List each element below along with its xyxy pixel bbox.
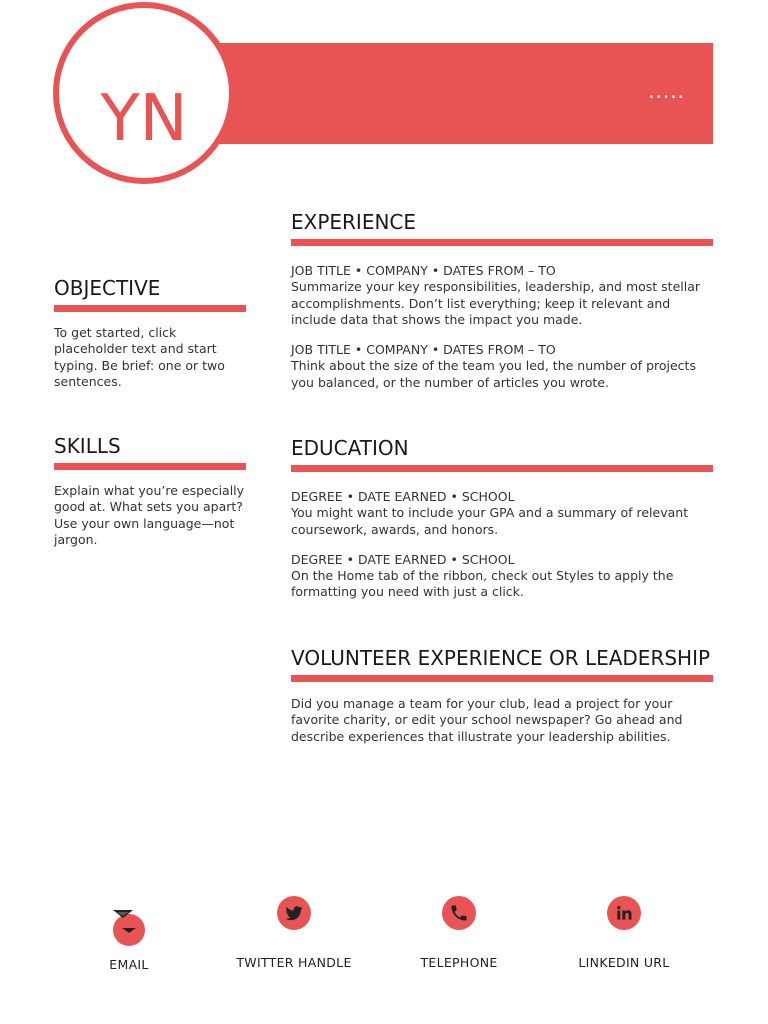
contact-twitter-label[interactable]: TWITTER HANDLE (236, 955, 352, 970)
education-entry-heading[interactable]: DEGREE • DATE EARNED • SCHOOL (291, 551, 515, 567)
experience-title: EXPERIENCE (291, 210, 417, 234)
objective-rule (54, 305, 246, 312)
objective-section (54, 276, 246, 390)
skills-text[interactable]: Explain what you’re especially good at. What sets you apart? Use your own language—not jargon. (54, 483, 245, 547)
objective-text[interactable]: To get started, click placeholder text and start typing. Be brief: one or two sentences. (54, 325, 225, 389)
education-section (291, 436, 713, 601)
volunteer-section (291, 646, 713, 745)
education-entry-heading[interactable]: DEGREE • DATE EARNED • SCHOOL (291, 489, 515, 504)
education-title: EDUCATION (291, 436, 409, 460)
education-entry (291, 552, 713, 601)
phone-icon (442, 896, 476, 930)
experience-entry-heading[interactable]: JOB TITLE • COMPANY • DATES FROM – TO (291, 342, 556, 358)
contact-linkedin-label[interactable]: LINKEDIN URL (578, 955, 670, 970)
contact-email (54, 896, 204, 972)
experience-rule (291, 239, 713, 246)
experience-entry-text[interactable]: Summarize your key responsibilities, leadership, and most stellar accomplishments. Don’t list everything; keep it relevant and include data that shows the impact you made. (291, 279, 701, 327)
objective-title: OBJECTIVE (54, 276, 161, 300)
twitter-icon (277, 896, 311, 930)
contact-twitter (219, 896, 369, 970)
experience-section (291, 210, 713, 391)
experience-entry-text[interactable]: Think about the size of the team you led, the number of projects you balanced, or the number of articles you wrote. (291, 358, 696, 390)
experience-entry-heading[interactable]: JOB TITLE • COMPANY • DATES FROM – TO (291, 263, 556, 278)
contact-telephone (384, 896, 534, 970)
contact-email-label[interactable]: EMAIL (109, 957, 149, 972)
volunteer-title: VOLUNTEER EXPERIENCE OR LEADERSHIP (291, 646, 711, 670)
skills-section (54, 434, 246, 548)
volunteer-text[interactable]: Did you manage a team for your club, lead a project for your favorite charity, or edit your school newspaper? Go ahead and describe experiences that illustrate your leadership abilities. (291, 696, 683, 744)
monogram-initials[interactable]: YN (100, 82, 188, 156)
experience-entry (291, 263, 713, 328)
email-envelope-icon (113, 910, 133, 922)
education-entry (291, 489, 713, 538)
skills-rule (54, 463, 246, 470)
education-entry-text[interactable]: On the Home tab of the ribbon, check out Styles to apply the formatting you need with just a click. (291, 568, 674, 600)
contact-telephone-label[interactable]: TELEPHONE (420, 955, 498, 970)
header-band (205, 43, 713, 144)
linkedin-icon (607, 896, 641, 930)
education-rule (291, 465, 713, 472)
contact-linkedin (549, 896, 699, 970)
experience-entry (291, 342, 713, 391)
monogram-circle (53, 2, 235, 184)
education-entry-text[interactable]: You might want to include your GPA and a summary of relevant coursework, awards, and honors. (291, 505, 689, 537)
name-placeholder[interactable]: ..... (648, 79, 685, 103)
volunteer-rule (291, 675, 713, 682)
skills-title: SKILLS (54, 434, 121, 458)
